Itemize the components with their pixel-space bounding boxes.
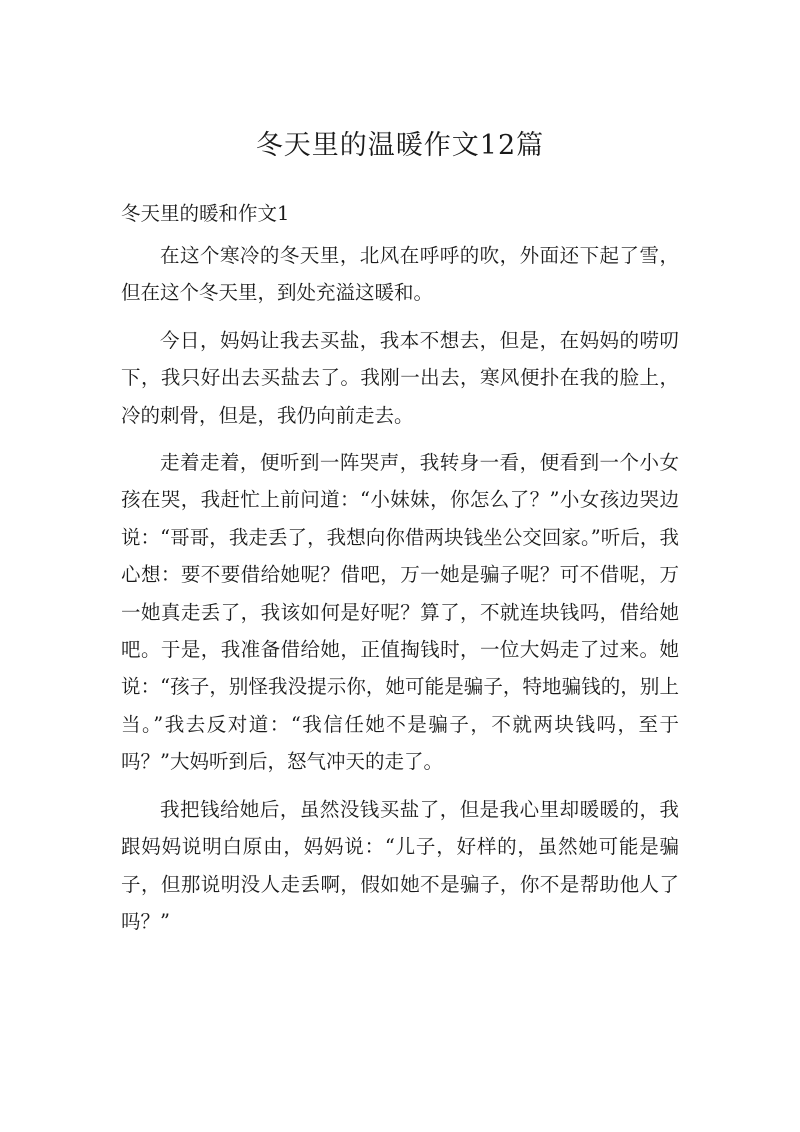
document-title: 冬天里的温暖作文12篇 (255, 130, 545, 161)
paragraph-3: 走着走着，便听到一阵哭声，我转身一看，便看到一个小女孩在哭，我赶忙上前问道：“小妹妹，你怎么了？”小女孩边哭边说：“哥哥，我走丢了，我想向你借两块钱坐公交回家。”听后，我心想：要不要借给她呢？借吧，万一她是骗子呢？可不借呢，万一她真走丢了，我该如何是好呢？算了，不就连块钱吗，借给她吧。于是，我准备借给她，正值掏钱时，一位大妈走了过来。她说：“孩子，别怪我没提示你，她可能是骗子，特地骗钱的，别上当。”我去反对道：“我信任她不是骗子，不就两块钱吗，至于吗？”大妈听到后，怒气冲天的走了。 (121, 451, 679, 774)
paragraph-2: 今日，妈妈让我去买盐，我本不想去，但是，在妈妈的唠叨下，我只好出去买盐去了。我刚一出去，寒风便扑在我的脸上，冷的刺骨，但是，我仍向前走去。 (121, 328, 679, 427)
document-body (121, 237, 679, 950)
paragraph-4: 我把钱给她后，虽然没钱买盐了，但是我心里却暖暖的，我跟妈妈说明白原由，妈妈说：“儿子，好样的，虽然她可能是骗子，但那说明没人走丢啊，假如她不是骗子，你不是帮助他人了吗？” (121, 797, 679, 933)
section-heading: 冬天里的暖和作文1 (121, 202, 290, 225)
paragraph-1: 在这个寒冷的冬天里，北风在呼呼的吹，外面还下起了雪，但在这个冬天里，到处充溢这暖和。 (121, 244, 679, 305)
